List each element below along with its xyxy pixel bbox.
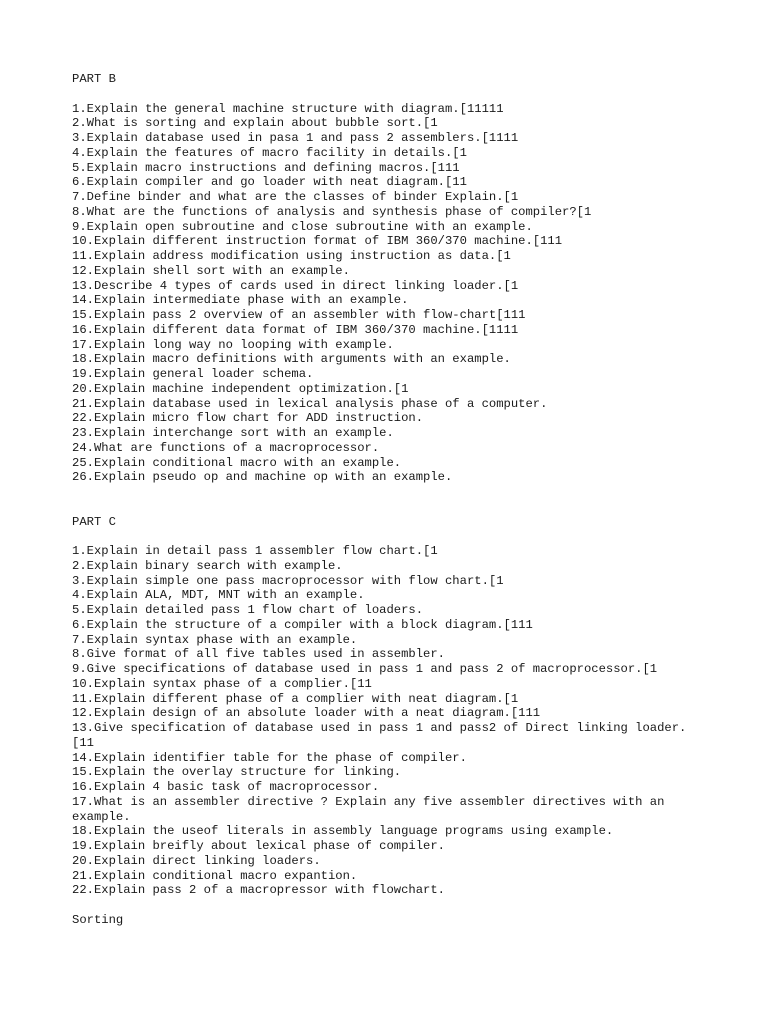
question-item: 12.Explain design of an absolute loader with a neat diagram.[111 [72,706,541,721]
question-item: 11.Explain address modification using instruction as data.[1 [72,249,511,263]
question-item: 6.Explain compiler and go loader with neat diagram.[11 [72,175,467,190]
question-item: 14.Explain identifier table for the phase of compiler. [72,750,467,765]
part-c-heading: PART C [72,514,116,529]
question-item: 11.Explain different phase of a complier with neat diagram.[1 [72,691,519,706]
spacer [72,87,702,102]
question-item: 2.What is sorting and explain about bubble sort.[1 [72,116,438,131]
question-item: 23.Explain interchange sort with an example. [72,426,394,440]
question-item: 19.Explain general loader schema. [72,367,314,381]
question-item: 16.Explain 4 basic task of macroprocessor. [72,780,380,794]
question-item: 5.Explain macro instructions and defining macros.[111 [72,160,460,175]
question-item: 16.Explain different data format of IBM 360/370 machine.[1111 [72,322,519,337]
question-item: 18.Explain the useof literals in assembly language programs using example. [72,824,614,839]
sorting-heading: Sorting [72,912,124,927]
question-item: 25.Explain conditional macro with an example. [72,455,402,470]
question-item: 8.Give format of all five tables used in assembler. [72,647,445,662]
question-item: 21.Explain conditional macro expantion. [72,868,358,883]
question-item: 15.Explain pass 2 overview of an assembler with flow-chart[111 [72,308,526,322]
question-item: 26.Explain pseudo op and machine op with an example. [72,470,453,485]
document-page [72,72,702,928]
part-b-heading: PART B [72,72,116,86]
question-item: 10.Explain syntax phase of a complier.[11 [72,676,372,691]
question-item: 2.Explain binary search with example. [72,558,343,573]
question-item: 3.Explain database used in pasa 1 and pass 2 assemblers.[1111 [72,131,519,145]
question-item: 21.Explain database used in lexical analysis phase of a computer. [72,396,548,411]
question-item: 9.Give specifications of database used in pass 1 and pass 2 of macroprocessor.[1 [72,662,658,676]
question-item: 24.What are functions of a macroprocessor. [72,440,380,455]
question-item: 4.Explain the features of macro facility in details.[1 [72,145,467,160]
spacer [72,898,702,913]
part-b-question-list [72,102,702,486]
question-item: 8.What are the functions of analysis and synthesis phase of compiler?[1 [72,204,592,219]
question-item: 5.Explain detailed pass 1 flow chart of loaders. [72,603,424,617]
question-item: 14.Explain intermediate phase with an example. [72,293,409,308]
question-item: 13.Give specification of database used in pass 1 and pass2 of Direct linking loader.[11 [72,721,687,750]
question-item: 1.Explain in detail pass 1 assembler flow chart.[1 [72,544,438,558]
question-item: 22.Explain micro flow chart for ADD instruction. [72,411,424,426]
question-item: 22.Explain pass 2 of a macropressor with flowchart. [72,883,445,898]
spacer [72,529,702,544]
question-item: 9.Explain open subroutine and close subroutine with an example. [72,219,533,234]
question-item: 4.Explain ALA, MDT, MNT with an example. [72,588,365,603]
question-item: 20.Explain direct linking loaders. [72,853,321,868]
question-item: 6.Explain the structure of a compiler with a block diagram.[111 [72,617,533,632]
question-item: 18.Explain macro definitions with arguments with an example. [72,352,511,367]
question-item: 17.What is an assembler directive ? Explain any five assembler directives with an example. [72,794,672,824]
question-item: 13.Describe 4 types of cards used in direct linking loader.[1 [72,278,519,293]
question-item: 3.Explain simple one pass macroprocessor with flow chart.[1 [72,573,504,588]
part-c-question-list [72,544,702,898]
question-item: 10.Explain different instruction format of IBM 360/370 machine.[111 [72,234,563,249]
question-item: 7.Define binder and what are the classes of binder Explain.[1 [72,190,519,204]
question-item: 7.Explain syntax phase with an example. [72,632,358,647]
question-item: 15.Explain the overlay structure for linking. [72,765,402,780]
question-item: 17.Explain long way no looping with example. [72,337,394,352]
question-item: 20.Explain machine independent optimization.[1 [72,381,409,396]
question-item: 12.Explain shell sort with an example. [72,263,350,278]
spacer [72,485,702,515]
question-item: 1.Explain the general machine structure with diagram.[11111 [72,101,504,116]
question-item: 19.Explain breifly about lexical phase of compiler. [72,839,445,853]
